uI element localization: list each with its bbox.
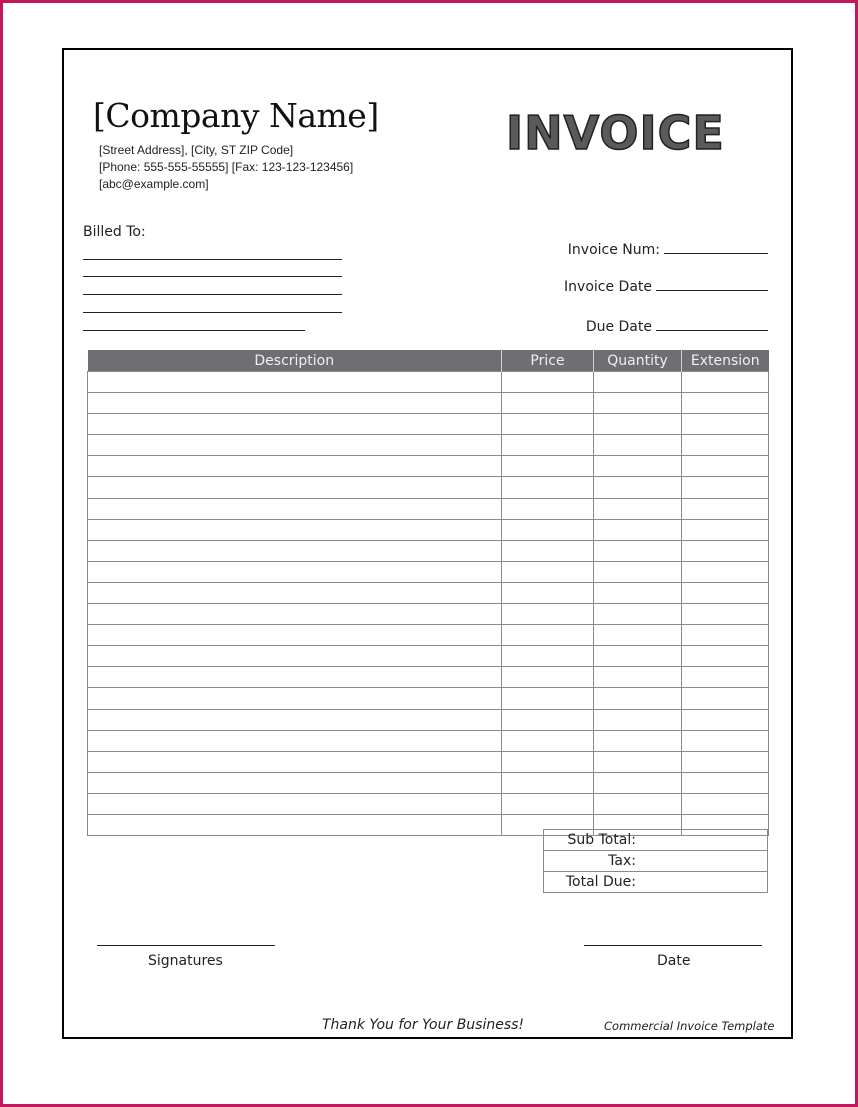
quantity-cell[interactable] — [594, 793, 682, 814]
description-cell[interactable] — [88, 730, 502, 751]
table-row — [88, 561, 769, 582]
table-row — [88, 772, 769, 793]
price-cell[interactable] — [502, 477, 594, 498]
due-date-row — [586, 318, 768, 335]
line-items-body — [88, 372, 769, 836]
due-date-label: Due Date — [585, 319, 652, 335]
quantity-cell[interactable] — [594, 519, 682, 540]
price-cell[interactable] — [502, 625, 594, 646]
quantity-cell[interactable] — [594, 393, 682, 414]
table-row — [88, 688, 769, 709]
invoice-title: INVOICE — [506, 106, 725, 160]
billed-to-line[interactable] — [83, 294, 342, 295]
extension-cell[interactable] — [682, 456, 769, 477]
extension-cell[interactable] — [682, 561, 769, 582]
extension-cell[interactable] — [682, 793, 769, 814]
column-header-extension: Extension — [682, 350, 769, 372]
subtotal-cell[interactable] — [544, 830, 768, 851]
quantity-cell[interactable] — [594, 435, 682, 456]
description-cell[interactable] — [88, 793, 502, 814]
table-row — [88, 793, 769, 814]
description-cell[interactable] — [88, 604, 502, 625]
table-row — [88, 540, 769, 561]
description-cell[interactable] — [88, 751, 502, 772]
table-row — [88, 625, 769, 646]
total-due-row — [544, 872, 768, 893]
extension-cell[interactable] — [682, 435, 769, 456]
price-cell[interactable] — [502, 372, 594, 393]
extension-cell[interactable] — [682, 625, 769, 646]
table-row — [88, 456, 769, 477]
description-cell[interactable] — [88, 435, 502, 456]
extension-cell[interactable] — [682, 582, 769, 603]
line-items-table — [87, 350, 769, 836]
tax-cell[interactable] — [544, 851, 768, 872]
price-cell[interactable] — [502, 709, 594, 730]
table-row — [88, 751, 769, 772]
extension-cell[interactable] — [682, 646, 769, 667]
invoice-num-field[interactable] — [664, 241, 768, 254]
price-cell[interactable] — [502, 582, 594, 603]
table-row — [88, 730, 769, 751]
extension-cell[interactable] — [682, 540, 769, 561]
tax-row — [544, 851, 768, 872]
price-cell[interactable] — [502, 604, 594, 625]
table-row — [88, 498, 769, 519]
extension-cell[interactable] — [682, 772, 769, 793]
table-row — [88, 393, 769, 414]
quantity-cell[interactable] — [594, 709, 682, 730]
table-row — [88, 477, 769, 498]
quantity-cell[interactable] — [594, 667, 682, 688]
description-cell[interactable] — [88, 414, 502, 435]
description-cell[interactable] — [88, 625, 502, 646]
invoice-date-label: Invoice Date — [564, 279, 652, 295]
table-row — [88, 414, 769, 435]
table-row — [88, 667, 769, 688]
date-line[interactable] — [584, 945, 762, 946]
quantity-cell[interactable] — [594, 688, 682, 709]
quantity-cell[interactable] — [594, 582, 682, 603]
description-cell[interactable] — [88, 709, 502, 730]
description-cell[interactable] — [88, 393, 502, 414]
company-address: [Street Address], [City, ST ZIP Code] — [99, 143, 294, 157]
quantity-cell[interactable] — [594, 604, 682, 625]
description-cell[interactable] — [88, 688, 502, 709]
signatures-label: Signatures — [148, 953, 223, 969]
quantity-cell[interactable] — [594, 540, 682, 561]
company-email: [abc@example.com] — [99, 177, 209, 191]
extension-cell[interactable] — [682, 372, 769, 393]
price-cell[interactable] — [502, 646, 594, 667]
billed-to-line[interactable] — [83, 276, 342, 277]
description-cell[interactable] — [88, 477, 502, 498]
extension-cell[interactable] — [682, 751, 769, 772]
extension-cell[interactable] — [682, 709, 769, 730]
invoice-date-field[interactable] — [656, 278, 768, 291]
price-cell[interactable] — [502, 519, 594, 540]
table-row — [88, 582, 769, 603]
extension-cell[interactable] — [682, 604, 769, 625]
quantity-cell[interactable] — [594, 646, 682, 667]
price-cell[interactable] — [502, 414, 594, 435]
table-row — [88, 709, 769, 730]
description-cell[interactable] — [88, 519, 502, 540]
subtotal-row — [544, 830, 768, 851]
extension-cell[interactable] — [682, 477, 769, 498]
totals-table — [543, 829, 768, 893]
price-cell[interactable] — [502, 772, 594, 793]
invoice-num-label: Invoice Num: — [567, 242, 660, 258]
date-label: Date — [657, 953, 691, 969]
description-cell[interactable] — [88, 456, 502, 477]
price-cell[interactable] — [502, 456, 594, 477]
table-row — [88, 519, 769, 540]
description-cell[interactable] — [88, 646, 502, 667]
price-cell[interactable] — [502, 393, 594, 414]
quantity-cell[interactable] — [594, 456, 682, 477]
extension-cell[interactable] — [682, 414, 769, 435]
table-row — [88, 646, 769, 667]
quantity-cell[interactable] — [594, 772, 682, 793]
quantity-cell[interactable] — [594, 751, 682, 772]
company-name: [Company Name] — [93, 96, 379, 135]
quantity-cell[interactable] — [594, 561, 682, 582]
template-name: Commercial Invoice Template — [604, 1019, 775, 1033]
table-row — [88, 372, 769, 393]
total-due-cell[interactable] — [544, 872, 768, 893]
subtotal-label: Sub Total: — [567, 832, 636, 848]
quantity-cell[interactable] — [594, 477, 682, 498]
column-header-quantity: Quantity — [594, 350, 682, 372]
billed-to-line[interactable] — [83, 330, 305, 331]
description-cell[interactable] — [88, 540, 502, 561]
description-cell[interactable] — [88, 814, 502, 835]
invoice-num-row — [568, 241, 768, 258]
price-cell[interactable] — [502, 751, 594, 772]
invoice-date-row — [564, 278, 768, 295]
billed-to-label: Billed To: — [83, 224, 146, 240]
billed-to-line[interactable] — [83, 259, 342, 260]
column-header-description: Description — [88, 350, 502, 372]
quantity-cell[interactable] — [594, 372, 682, 393]
company-phone-fax: [Phone: 555-555-55555] [Fax: 123-123-123456] — [99, 160, 354, 174]
price-cell[interactable] — [502, 561, 594, 582]
quantity-cell[interactable] — [594, 730, 682, 751]
description-cell[interactable] — [88, 582, 502, 603]
extension-cell[interactable] — [682, 519, 769, 540]
due-date-field[interactable] — [656, 318, 768, 331]
description-cell[interactable] — [88, 561, 502, 582]
extension-cell[interactable] — [682, 498, 769, 519]
description-cell[interactable] — [88, 667, 502, 688]
extension-cell[interactable] — [682, 688, 769, 709]
price-cell[interactable] — [502, 730, 594, 751]
quantity-cell[interactable] — [594, 414, 682, 435]
billed-to-line[interactable] — [83, 312, 342, 313]
extension-cell[interactable] — [682, 667, 769, 688]
table-row — [88, 604, 769, 625]
extension-cell[interactable] — [682, 730, 769, 751]
quantity-cell[interactable] — [594, 498, 682, 519]
description-cell[interactable] — [88, 372, 502, 393]
price-cell[interactable] — [502, 793, 594, 814]
total-due-label: Total Due: — [565, 874, 636, 890]
signature-line[interactable] — [97, 945, 275, 946]
price-cell[interactable] — [502, 667, 594, 688]
description-cell[interactable] — [88, 498, 502, 519]
price-cell[interactable] — [502, 688, 594, 709]
extension-cell[interactable] — [682, 393, 769, 414]
price-cell[interactable] — [502, 498, 594, 519]
table-header-row — [88, 350, 769, 372]
price-cell[interactable] — [502, 540, 594, 561]
tax-label: Tax: — [608, 853, 636, 869]
table-row — [88, 435, 769, 456]
price-cell[interactable] — [502, 435, 594, 456]
description-cell[interactable] — [88, 772, 502, 793]
thank-you-message: Thank You for Your Business! — [322, 1017, 525, 1033]
quantity-cell[interactable] — [594, 625, 682, 646]
column-header-price: Price — [502, 350, 594, 372]
